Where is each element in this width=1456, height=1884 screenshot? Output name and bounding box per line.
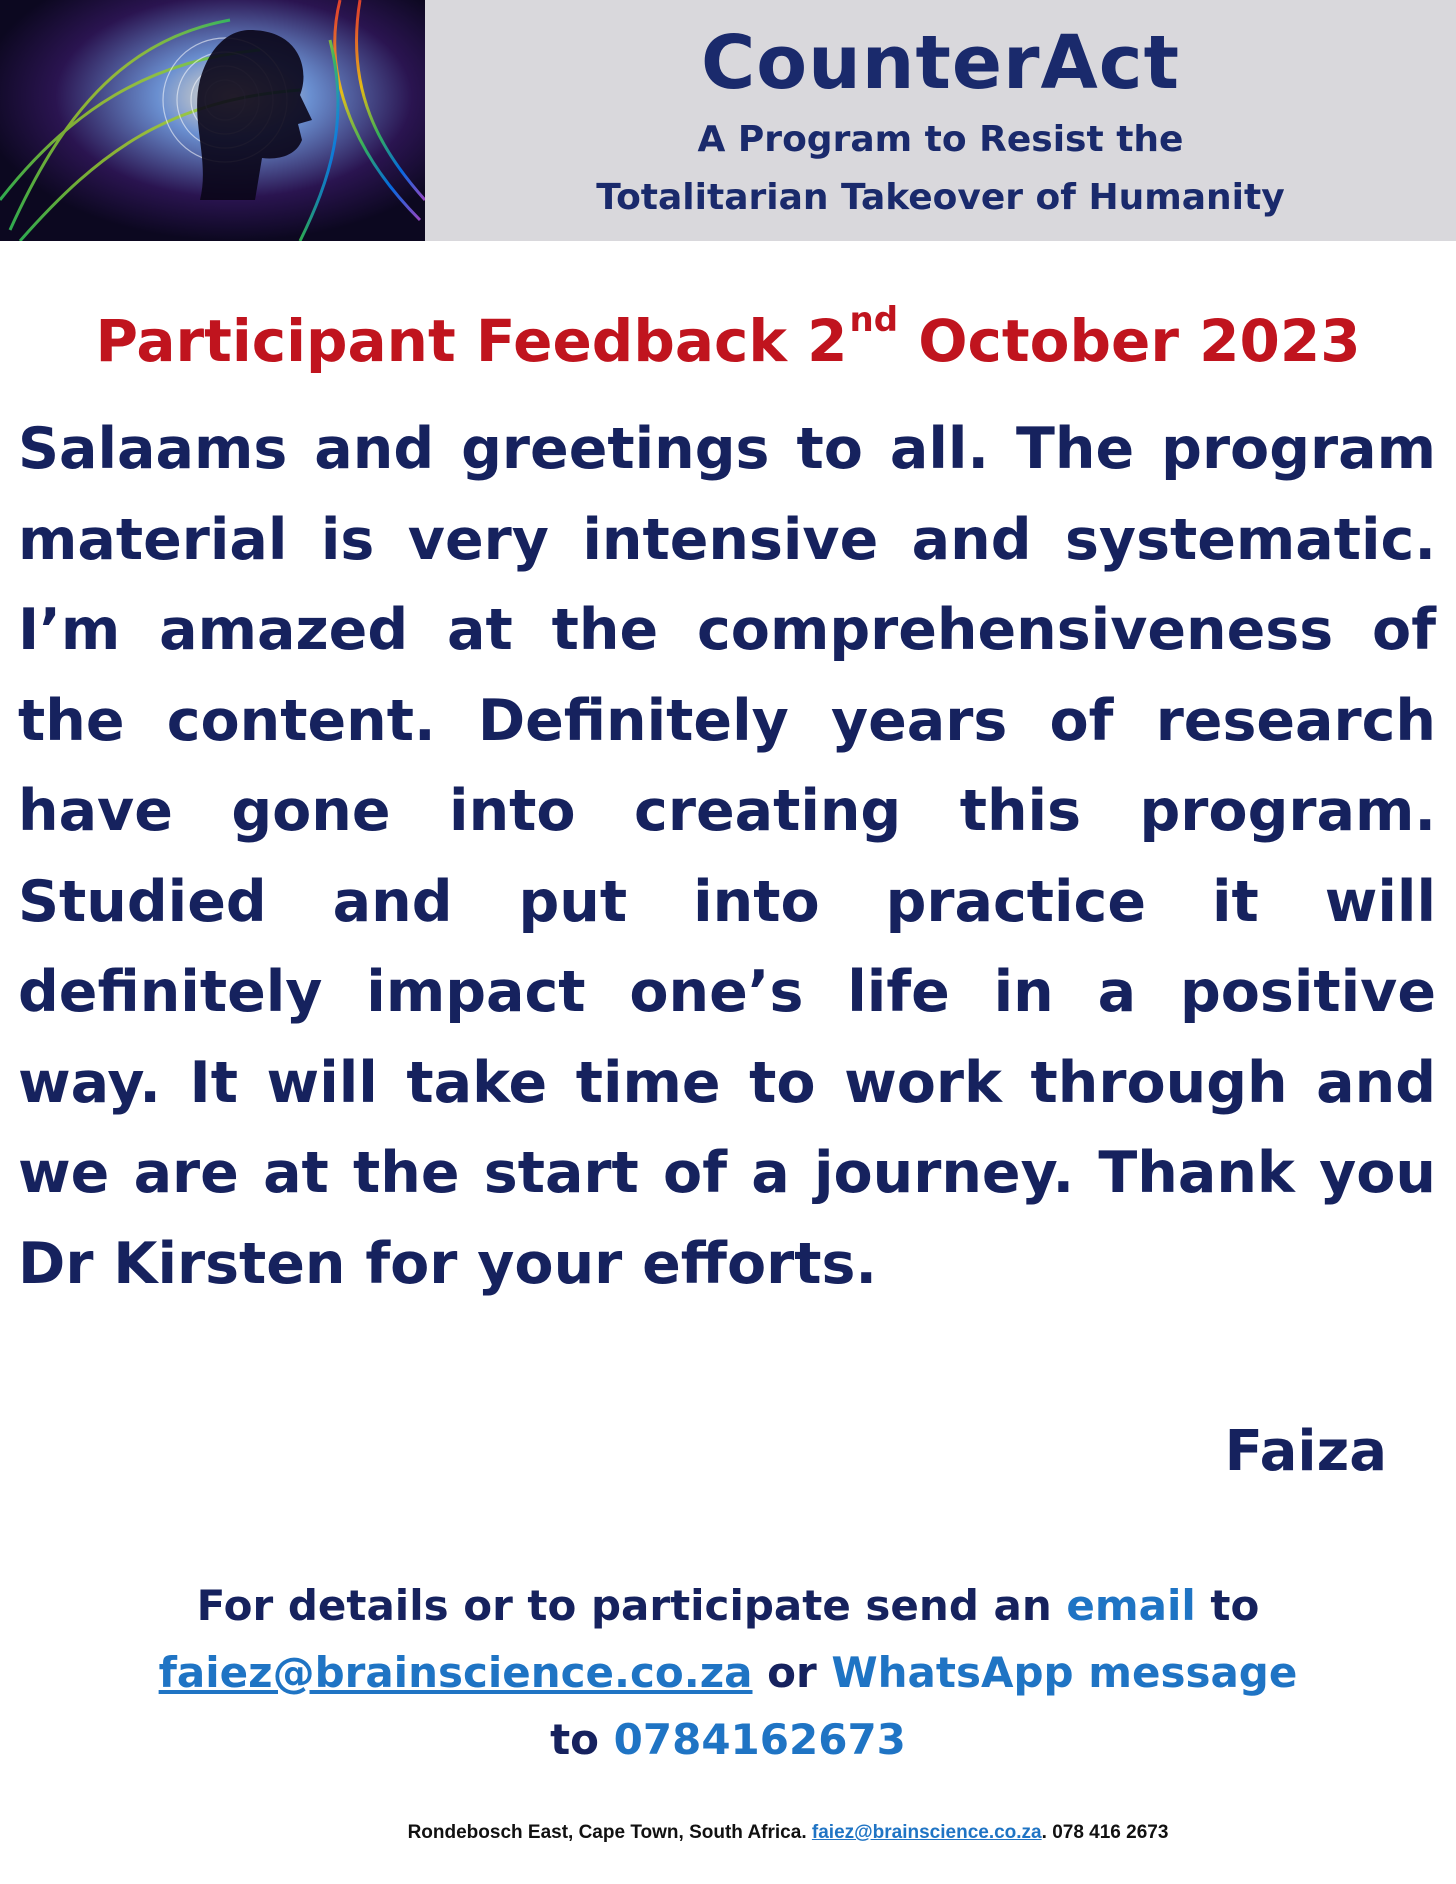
cta-to-phone: to (550, 1715, 614, 1764)
feedback-body: Salaams and greetings to all. The program material is very intensive and systematic. I’m amazed at the comprehensiveness of the content. Definitely years of research have gone into creating this program. Studied and put into practice it will definitely impact one’s life in a positive way. It will take time to work through and we are at the start of a journey. Thank you Dr Kirsten for your efforts. (18, 416, 1436, 1297)
cta-phone: 0784162673 (613, 1715, 906, 1764)
brand-block (425, 0, 1456, 241)
cta-to: to (1195, 1581, 1260, 1630)
feedback-signature: Faiza (1224, 1419, 1387, 1484)
cta-whatsapp: WhatsApp message (831, 1648, 1298, 1697)
feedback-title (0, 300, 1456, 377)
cta-email-word: email (1066, 1581, 1196, 1630)
cta-line-1 (0, 1572, 1456, 1639)
cta-line-3 (0, 1706, 1456, 1773)
feedback-title-ordinal: nd (849, 300, 899, 340)
cta-email-link[interactable]: faiez@brainscience.co.za (158, 1648, 753, 1697)
cta-or: or (752, 1648, 832, 1697)
header-banner (0, 0, 1456, 241)
feedback-title-prefix: Participant Feedback 2 (95, 307, 848, 375)
cta-text: For details or to participate send an (196, 1581, 1067, 1630)
feedback-title-suffix: October 2023 (898, 307, 1361, 375)
brand-title: CounterAct (700, 20, 1181, 106)
psychedelic-head-image (0, 0, 425, 241)
call-to-action (0, 1572, 1456, 1773)
footer (0, 1822, 1456, 1844)
brand-subtitle-line1: A Program to Resist the (697, 119, 1184, 160)
footer-address: Rondebosch East, Cape Town, South Africa. (407, 1822, 812, 1843)
cta-line-2 (0, 1639, 1456, 1706)
footer-email-link[interactable]: faiez@brainscience.co.za (811, 1822, 1042, 1843)
brand-subtitle-line2: Totalitarian Takeover of Humanity (596, 177, 1285, 218)
footer-phone: . 078 416 2673 (1041, 1822, 1169, 1843)
